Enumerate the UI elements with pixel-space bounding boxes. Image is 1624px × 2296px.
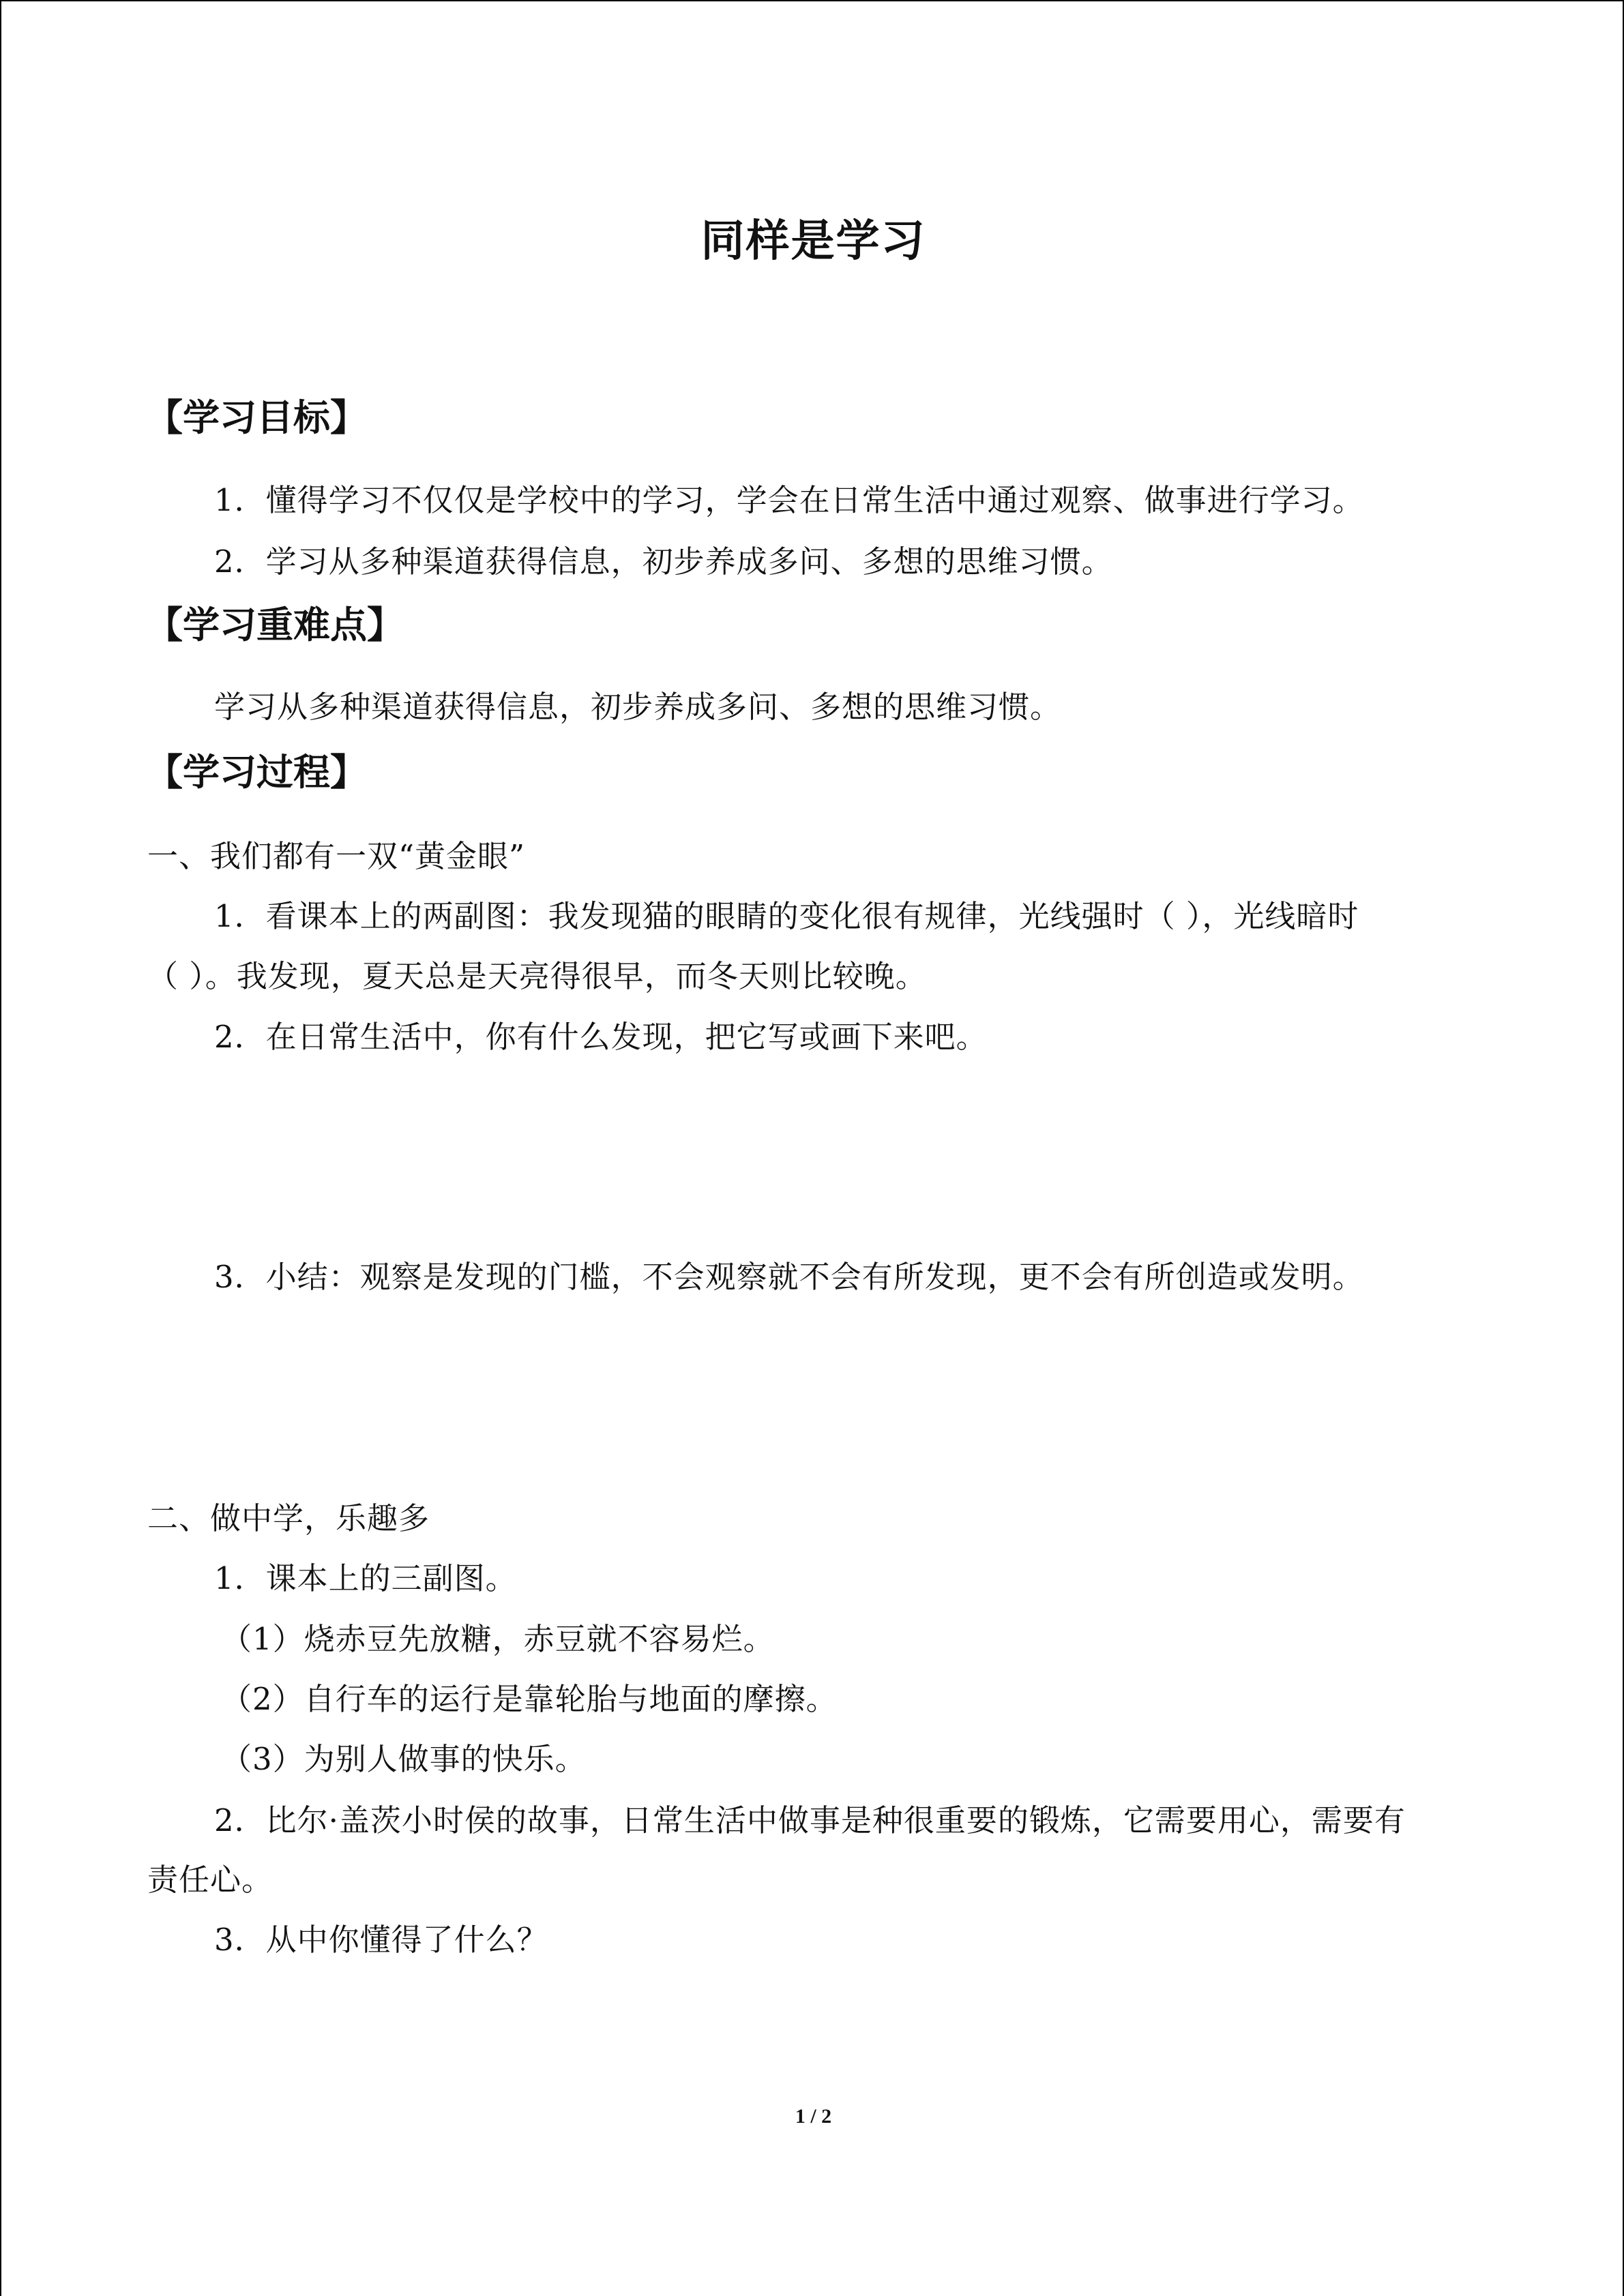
heading-learning-goals: 【学习目标】 [146, 396, 367, 439]
part2-title: 二、做中学，乐趣多 [147, 1500, 430, 1536]
key-points-text: 学习从多种渠道获得信息，初步养成多问、多想的思维习惯。 [214, 689, 1062, 725]
part2-sub-item-2: （2）自行车的运行是靠轮胎与地面的摩擦。 [221, 1681, 838, 1717]
part1-title: 一、我们都有一双“黄金眼” [147, 838, 526, 874]
part2-item1: 1．课本上的三副图。 [214, 1560, 517, 1596]
part2-item3: 3．从中你懂得了什么？ [214, 1922, 548, 1958]
part2-sub-item-3: （3）为别人做事的快乐。 [221, 1741, 587, 1777]
part2-item2-line2: 责任心。 [147, 1862, 274, 1898]
page-number: 1 / 2 [795, 2105, 832, 2128]
heading-learning-process: 【学习过程】 [146, 751, 367, 794]
part1-item2: 2．在日常生活中，你有什么发现，把它写或画下来吧。 [214, 1019, 988, 1055]
heading-key-points: 【学习重难点】 [146, 603, 404, 646]
part1-item1-line2: （ ）。我发现，夏天总是天亮得很早，而冬天则比较晚。 [147, 958, 927, 994]
part2-item2-line1: 2．比尔·盖茨小时侯的故事，日常生活中做事是种很重要的锻炼，它需要用心，需要有 [214, 1802, 1406, 1838]
page-title: 同样是学习 [700, 216, 926, 267]
part2-sub-item-1: （1）烧赤豆先放糖，赤豆就不容易烂。 [221, 1621, 775, 1657]
part1-item1-line1: 1．看课本上的两副图：我发现猫的眼睛的变化很有规律，光线强时（ ），光线暗时 [214, 898, 1359, 934]
goal-item-1: 1．懂得学习不仅仅是学校中的学习，学会在日常生活中通过观察、做事进行学习。 [214, 482, 1364, 518]
goal-item-2: 2．学习从多种渠道获得信息，初步养成多问、多想的思维习惯。 [214, 543, 1113, 580]
part1-item3-summary: 3．小结：观察是发现的门槛，不会观察就不会有所发现，更不会有所创造或发明。 [214, 1259, 1364, 1295]
